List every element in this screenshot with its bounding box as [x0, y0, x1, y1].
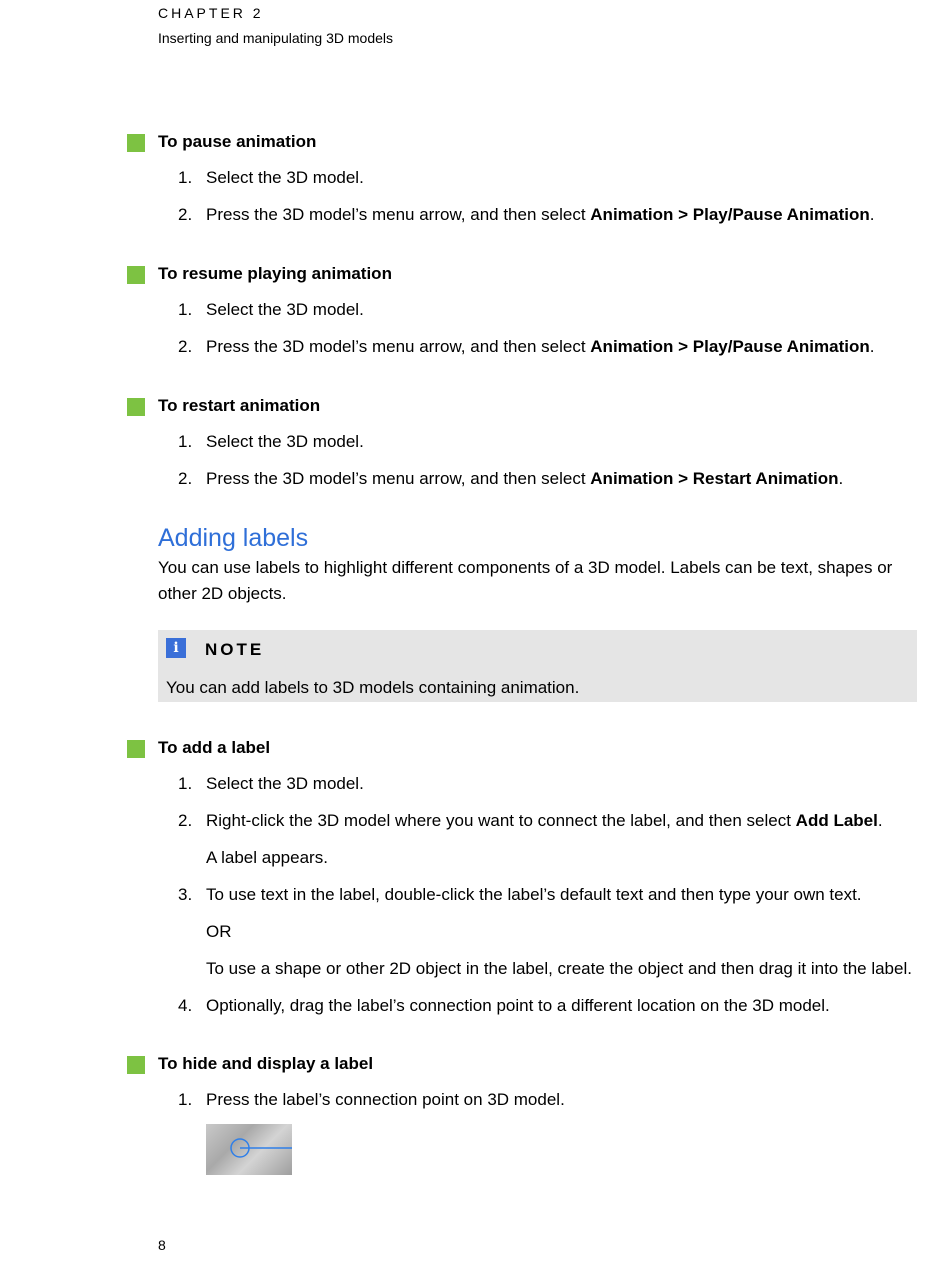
section-marker — [127, 134, 145, 152]
section-title-adding-labels: Adding labels — [158, 524, 309, 552]
step-text: Optionally, drag the label’s connection point to a different location on the 3D model. — [206, 996, 830, 1015]
menu-path: Animation > Play/Pause Animation — [590, 337, 870, 356]
menu-path: Animation > Restart Animation — [590, 469, 839, 488]
note-text: You can add labels to 3D models containing animation. — [166, 678, 580, 697]
section-marker — [127, 398, 145, 416]
section-heading-hide-label: To hide and display a label — [158, 1054, 374, 1073]
step-text-part: Press the 3D model’s menu arrow, and then select — [206, 337, 591, 356]
step-number: 1. — [178, 432, 193, 451]
step-text — [206, 469, 843, 489]
step-number: 4. — [178, 996, 193, 1015]
step-number: 2. — [178, 205, 193, 224]
step-number: 1. — [178, 300, 193, 319]
step-number: 3. — [178, 885, 193, 904]
section-heading-restart: To restart animation — [158, 396, 321, 415]
section-heading-pause: To pause animation — [158, 132, 317, 151]
section-marker — [127, 266, 145, 284]
section-heading-resume: To resume playing animation — [158, 264, 392, 283]
step-alternative-text: To use a shape or other 2D object in the label, create the object and then drag it into the label. — [206, 959, 912, 978]
menu-path: Animation > Play/Pause Animation — [590, 205, 870, 224]
step-number: 1. — [178, 168, 193, 187]
step-text-part: . — [869, 205, 875, 224]
step-number: 1. — [178, 774, 193, 793]
step-text: Select the 3D model. — [206, 300, 364, 319]
step-text: To use text in the label, double-click the label’s default text and then type your own text. — [206, 885, 862, 904]
section-marker — [127, 740, 145, 758]
menu-item-name: Add Label — [795, 811, 878, 830]
step-text-part: . — [877, 811, 883, 830]
page-number: 8 — [158, 1237, 166, 1253]
chapter-label: CHAPTER 2 — [158, 5, 264, 21]
step-text — [206, 205, 874, 225]
step-text: Select the 3D model. — [206, 432, 364, 451]
step-number: 2. — [178, 469, 193, 488]
intro-paragraph: You can use labels to highlight different components of a 3D model. Labels can be text, shapes or other 2D objects. — [158, 558, 893, 603]
step-text-part: . — [838, 469, 844, 488]
note-title: NOTE — [205, 640, 265, 659]
step-result-text: A label appears. — [206, 848, 328, 867]
info-icon: i — [166, 638, 186, 658]
step-text-part: Press the 3D model’s menu arrow, and then select — [206, 469, 591, 488]
chapter-subtitle: Inserting and manipulating 3D models — [158, 30, 394, 46]
step-text: Select the 3D model. — [206, 168, 364, 187]
step-number: 1. — [178, 1090, 193, 1109]
step-text — [206, 337, 874, 357]
section-marker — [127, 1056, 145, 1074]
section-heading-add-label: To add a label — [158, 738, 271, 757]
step-text-part: Right-click the 3D model where you want to connect the label, and then select — [206, 811, 796, 830]
step-text — [206, 811, 883, 831]
step-alternative-or: OR — [206, 922, 232, 941]
step-text-part: Press the 3D model’s menu arrow, and then select — [206, 205, 591, 224]
step-text: Press the label’s connection point on 3D model. — [206, 1090, 565, 1109]
step-number: 2. — [178, 337, 193, 356]
step-number: 2. — [178, 811, 193, 830]
step-text: Select the 3D model. — [206, 774, 364, 793]
step-text-part: . — [869, 337, 875, 356]
note-box — [158, 630, 917, 702]
connection-point-screenshot — [206, 1124, 292, 1175]
